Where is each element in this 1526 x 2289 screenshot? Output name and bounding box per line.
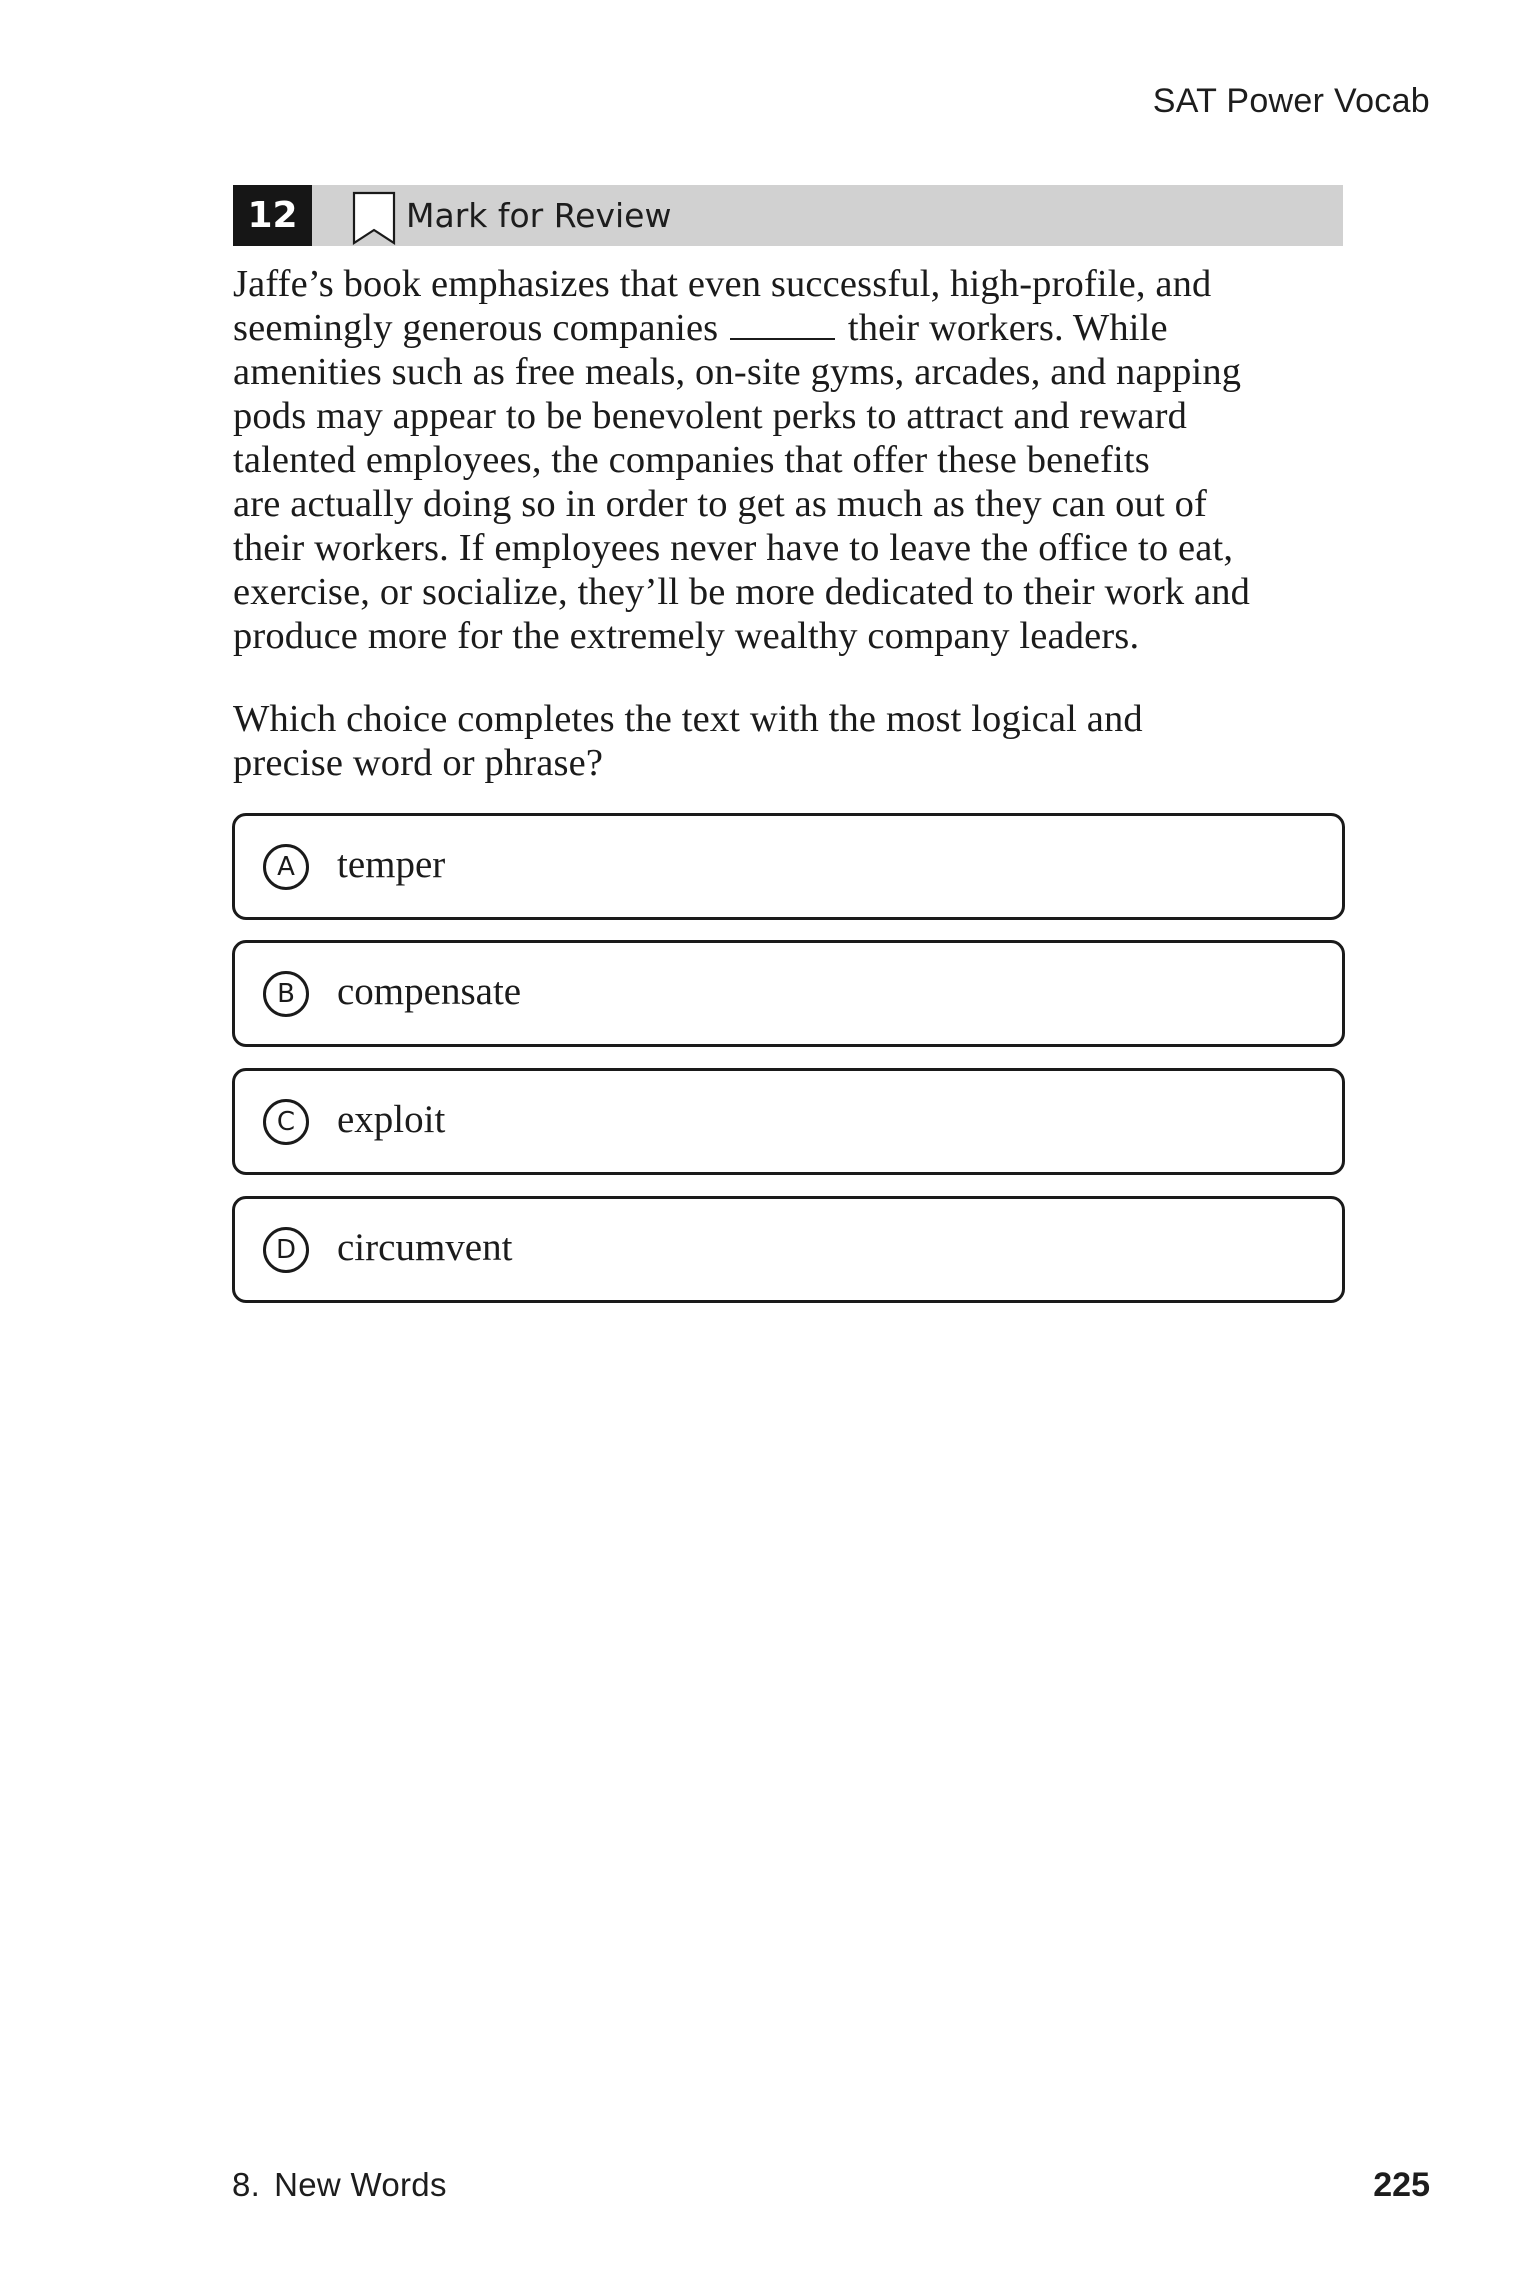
bookmark-icon[interactable] <box>352 191 396 245</box>
choice-text: compensate <box>337 970 522 1013</box>
choice-letter-b-icon: B <box>263 971 309 1017</box>
passage <box>233 262 1250 658</box>
choice-text: exploit <box>337 1098 446 1141</box>
passage-line: Jaffe’s book emphasizes that even successful, high-profile, and <box>233 263 1212 305</box>
chapter-number: 8. <box>232 2166 261 2203</box>
choice-letter-a-icon: A <box>263 844 309 890</box>
passage-line: are actually doing so in order to get as much as they can out of <box>233 483 1207 525</box>
passage-line: their workers. If employees never have to leave the office to eat, <box>233 527 1234 569</box>
question-header-bar <box>233 185 1343 246</box>
chapter-title: New Words <box>274 2166 447 2203</box>
answer-choice-a[interactable] <box>232 813 1345 920</box>
choice-text: circumvent <box>337 1226 513 1269</box>
question-number: 12 <box>233 185 312 246</box>
answer-blank <box>730 308 835 340</box>
prompt-line: precise word or phrase? <box>233 742 604 784</box>
running-head: SAT Power Vocab <box>1152 82 1430 120</box>
passage-line: exercise, or socialize, they’ll be more dedicated to their work and <box>233 571 1251 613</box>
passage-line: seemingly generous companies their workers. While <box>233 307 1168 349</box>
choice-letter-d-icon: D <box>263 1227 309 1273</box>
page-number: 225 <box>1373 2166 1430 2204</box>
passage-line: produce more for the extremely wealthy company leaders. <box>233 615 1140 657</box>
answer-choice-c[interactable] <box>232 1068 1345 1175</box>
prompt-line: Which choice completes the text with the most logical and <box>233 698 1143 740</box>
mark-for-review-button[interactable]: Mark for Review <box>406 196 672 235</box>
chapter-footer <box>232 2166 447 2204</box>
question-prompt <box>233 697 1143 785</box>
choice-letter-c-icon: C <box>263 1099 309 1145</box>
answer-choice-d[interactable] <box>232 1196 1345 1303</box>
choice-text: temper <box>337 843 446 886</box>
passage-line: talented employees, the companies that offer these benefits <box>233 439 1150 481</box>
passage-line: amenities such as free meals, on-site gyms, arcades, and napping <box>233 351 1242 393</box>
passage-line: pods may appear to be benevolent perks to attract and reward <box>233 395 1188 437</box>
answer-choice-b[interactable] <box>232 940 1345 1047</box>
